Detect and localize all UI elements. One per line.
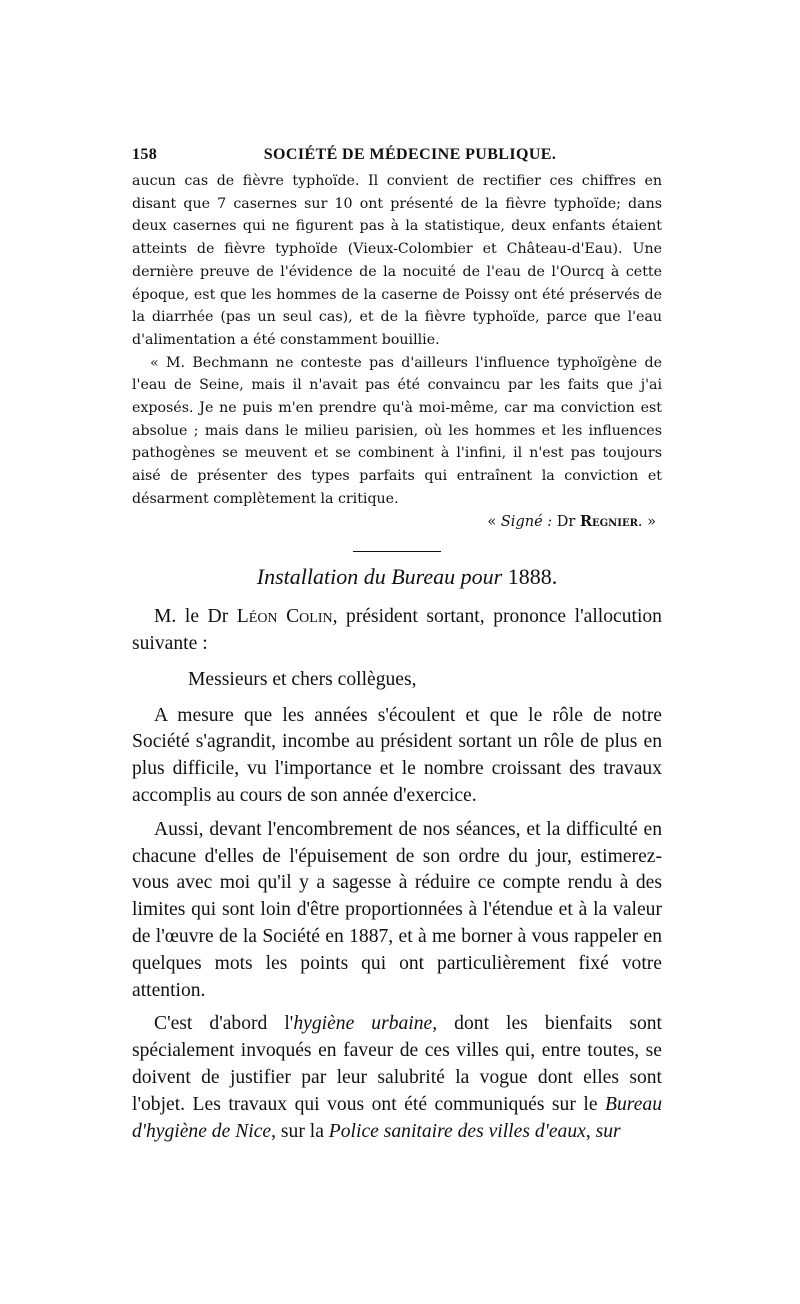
section-title-text: Installation du Bureau pour [256, 564, 508, 590]
speech-text: , [585, 1120, 596, 1142]
running-head-title: SOCIÉTÉ DE MÉDECINE PUBLIQUE. [263, 146, 557, 163]
speech-emphasis: sur [595, 1120, 621, 1142]
page-number: 158 [132, 146, 158, 163]
speech-text: C'est d'abord l' [154, 1013, 294, 1035]
speech-paragraph [132, 1011, 662, 1145]
speech-emphasis: Police sanitaire des villes d'eaux [328, 1120, 586, 1142]
signature-name: Regnier [579, 512, 638, 530]
section-title [132, 564, 662, 590]
book-page [132, 140, 662, 1152]
section-divider [353, 551, 441, 552]
speech-emphasis: Bureau d'hygiène de Nice [132, 1093, 662, 1142]
speaker-name: Léon Colin [236, 606, 333, 628]
signature-title: Dr [552, 513, 580, 530]
letter-signature [132, 511, 662, 534]
speech-intro-prefix: M. le Dr [154, 606, 237, 628]
signature-close-quote: . » [637, 513, 656, 530]
speech-paragraph: A mesure que les années s'écoulent et que le rôle de notre Société s'agrandit, incombe au président sortant un rôle de plus en plus difficile, vu l'importance et le nombre croissant des travaux accomplis au cours de son année d'exercice. [132, 704, 662, 807]
signature-signe: Signé : [500, 513, 553, 530]
speech-text: , sur la [271, 1120, 329, 1142]
letter-paragraph: « M. Bechmann ne conteste pas d'ailleurs l'influence typhoïgène de l'eau de Seine, mais il n'avait pas été convaincu par les faits que j'ai exposés. Je ne puis m'en prendre qu'à moi-même, car ma conviction est absolue ; mais dans le milieu parisien, où les hommes et les influences pathogènes se meuvent et se combinent à l'infini, il n'est pas toujours aisé de présenter des types parfaits qui entraînent la conviction et désarment complètement la critique. [132, 354, 662, 507]
speech-intro [132, 604, 662, 658]
speech-body [132, 604, 662, 1145]
speech-emphasis: hygiène urbaine [293, 1013, 433, 1035]
speech-salutation: Messieurs et chers collègues, [188, 668, 417, 690]
letter-continuation [132, 170, 662, 533]
letter-paragraph: aucun cas de fièvre typhoïde. Il convient de rectifier ces chiffres en disant que 7 casernes sur 10 ont présenté de la fièvre typhoïde; dans deux casernes qui ne figurent pas à la statistique, deux enfants étaient atteints de fièvre typhoïde (Vieux-Colombier et Château-d'Eau). Une dernière preuve de l'évidence de la nocuité de l'eau de l'Ourcq à cette époque, est que les hommes de la caserne de Poissy ont été préservés de la diarrhée (pas un seul cas), et de la fièvre typhoïde, parce que l'eau d'alimentation a été constamment bouillie. [132, 173, 662, 348]
signature-open-quote: « [487, 513, 501, 530]
running-head [132, 140, 662, 170]
speech-paragraph: Aussi, devant l'encombrement de nos séances, et la difficulté en chacune d'elles de l'épuisement de son ordre du jour, estimerez-vous avec moi qu'il y a sagesse à réduire ce compte rendu à des limites qui sont loin d'être proportionnées à l'étendue et à la valeur de l'œuvre de la Société en 1887, et à me borner à vous rappeler en quelques mots les points qui ont particulièrement fixé votre attention. [132, 818, 662, 1001]
section-title-year: 1888. [507, 564, 558, 590]
speech-intro-suffix: , président sortant, prononce l'allocution suivante : [132, 606, 662, 655]
speech-text: , dont les bienfaits sont spécialement invoqués en faveur de ces villes qui, entre toutes, se doivent de justifier par leur salubrité la vogue dont elles sont l'objet. Les travaux qui vous ont été communiqués sur le [132, 1013, 662, 1115]
